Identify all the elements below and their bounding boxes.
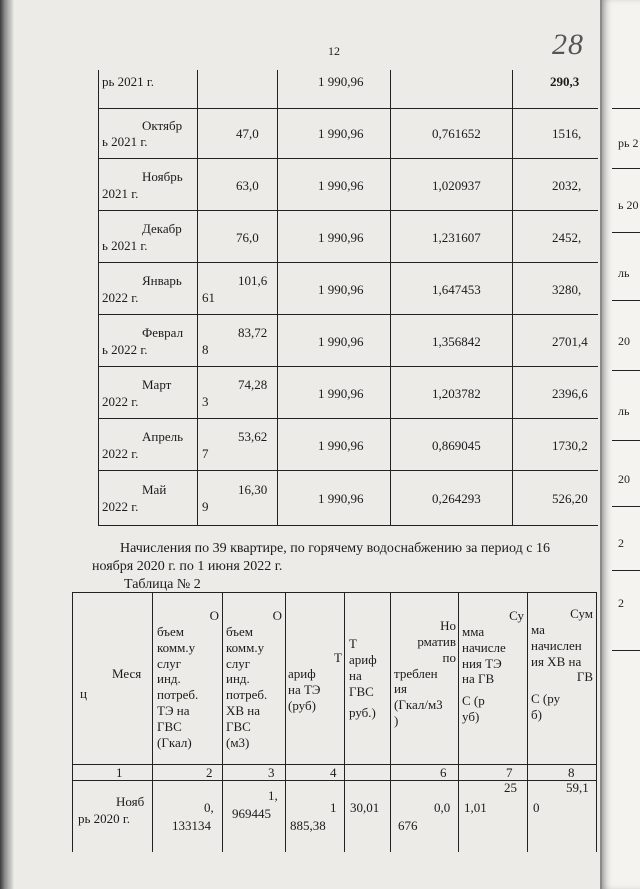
table-cell: 2032, xyxy=(552,178,582,193)
table-cell: 2701,4 xyxy=(552,334,588,349)
table-header: ц xyxy=(80,686,87,701)
table-cell: Май xyxy=(142,482,167,497)
table-cell: 1,647453 xyxy=(432,282,481,297)
table-cell: 1 990,96 xyxy=(318,74,364,89)
table-cell: 1 990,96 xyxy=(318,178,364,193)
table-cell: 0 xyxy=(533,800,540,815)
table-cell: 83,72 xyxy=(238,325,268,340)
table-cell: 16,30 xyxy=(238,482,268,497)
column-number: 6 xyxy=(440,765,447,780)
table-cell: 290,3 xyxy=(550,74,580,89)
table-cell: 61 xyxy=(202,290,215,305)
adjacent-page-text: 2 xyxy=(618,596,624,610)
table-cell: Октябр xyxy=(142,118,183,133)
table-cell: 47,0 xyxy=(236,126,259,141)
table-cell: 63,0 xyxy=(236,178,259,193)
adjacent-page-text: 20 xyxy=(618,472,630,486)
table-cell: 2396,6 xyxy=(552,386,588,401)
table-cell: 526,20 xyxy=(552,491,588,506)
table-cell: 1 990,96 xyxy=(318,386,364,401)
table-cell: 2022 г. xyxy=(102,446,139,461)
table-header: О бъем комм.у слуг инд. потреб. ТЭ на ГВС (Гкал) xyxy=(157,608,219,750)
table-cell: 0,869045 xyxy=(432,438,481,453)
table-cell: 1,356842 xyxy=(432,334,481,349)
table-cell: 0,761652 xyxy=(432,126,481,141)
table-cell: 1 990,96 xyxy=(318,438,364,453)
table-header: Т ариф на ГВС руб.) xyxy=(349,636,377,721)
column-number: 7 xyxy=(506,765,513,780)
table-cell: 1,020937 xyxy=(432,178,481,193)
table-cell: 3280, xyxy=(552,282,582,297)
adjacent-page-text: рь 2 xyxy=(618,136,639,150)
table-cell: ь 2022 г. xyxy=(102,342,148,357)
table-cell: Нояб xyxy=(116,794,145,809)
column-number: 4 xyxy=(330,765,337,780)
table-header: Меся xyxy=(112,666,142,681)
column-number: 2 xyxy=(206,765,213,780)
table-cell: 9 xyxy=(202,499,209,514)
adjacent-page-text: ль xyxy=(618,404,630,418)
column-number: 1 xyxy=(116,765,123,780)
table-cell: 101,6 xyxy=(238,273,268,288)
table-cell: 676 xyxy=(398,818,418,833)
table-cell: Декабр xyxy=(142,221,182,236)
adjacent-page-text: ль xyxy=(618,266,630,280)
table-cell: 2022 г. xyxy=(102,499,139,514)
column-number: 3 xyxy=(268,765,275,780)
table-cell: 969445 xyxy=(232,806,271,821)
table-cell: 59,1 xyxy=(566,780,589,795)
table-cell: 1730,2 xyxy=(552,438,588,453)
section-paragraph: Начисления по 39 квартире, по горячему водоснабжению за период с 16 ноября 2020 г. по 1 июня 2022 г. xyxy=(92,541,550,575)
table-cell: 1 990,96 xyxy=(318,282,364,297)
table-cell: ь 2021 г. xyxy=(102,134,148,149)
table-cell: 1 990,96 xyxy=(318,126,364,141)
adjacent-page-strip xyxy=(600,0,640,889)
table-cell: 0,264293 xyxy=(432,491,481,506)
table-header: Су мма начисле ния ТЭ на ГВ С (р уб) xyxy=(462,608,524,725)
table-cell: 25 xyxy=(504,780,517,795)
page-number: 12 xyxy=(328,44,340,58)
table-cell: 1 xyxy=(330,800,337,815)
table-cell: Феврал xyxy=(142,325,184,340)
table-cell: Ноябрь xyxy=(142,169,183,184)
scan-left-edge xyxy=(0,0,14,889)
table-cell: 2452, xyxy=(552,230,582,245)
table-cell: 1,231607 xyxy=(432,230,481,245)
table-cell: 3 xyxy=(202,394,209,409)
table-cell: рь 2020 г. xyxy=(78,811,131,826)
table-2-title: Таблица № 2 xyxy=(124,577,201,592)
table-cell: 53,62 xyxy=(238,429,268,444)
table-cell: 1 990,96 xyxy=(318,334,364,349)
table-cell: Январь xyxy=(142,273,182,288)
table-cell: 1,01 xyxy=(464,800,487,815)
table-cell: 1,203782 xyxy=(432,386,481,401)
table-cell: 76,0 xyxy=(236,230,259,245)
table-cell: 7 xyxy=(202,446,209,461)
table-cell: 1 990,96 xyxy=(318,491,364,506)
adjacent-page-text: 2 xyxy=(618,536,624,550)
table-cell: 885,38 xyxy=(290,818,326,833)
table-cell: 1 990,96 xyxy=(318,230,364,245)
adjacent-page-text: ь 20 xyxy=(618,198,639,212)
table-cell: 1516, xyxy=(552,126,582,141)
table-cell: 2021 г. xyxy=(102,186,139,201)
table-header: Т ариф на ТЭ (руб) xyxy=(288,650,342,713)
handwritten-page-mark: 28 xyxy=(552,28,584,61)
adjacent-page-text: 20 xyxy=(618,334,630,348)
table-cell: 133134 xyxy=(172,818,211,833)
table-cell: 1, xyxy=(268,788,278,803)
table-cell: 30,01 xyxy=(350,800,380,815)
table-header: О бъем комм.у слуг инд. потреб. ХВ на ГВС (м3) xyxy=(226,608,282,750)
table-cell: 74,28 xyxy=(238,377,268,392)
table-cell: Апрель xyxy=(142,429,184,444)
table-cell: 8 xyxy=(202,342,209,357)
table-cell: 2022 г. xyxy=(102,394,139,409)
table-cell: ь 2021 г. xyxy=(102,238,148,253)
table-cell: рь 2021 г. xyxy=(102,74,155,89)
column-number: 8 xyxy=(568,765,575,780)
table-cell: 2022 г. xyxy=(102,290,139,305)
table-header: Но рматив по треблен ия (Гкал/м3 ) xyxy=(394,618,456,729)
table-cell: 0,0 xyxy=(434,800,451,815)
table-cell: Март xyxy=(142,377,172,392)
table-cell: 0, xyxy=(204,800,214,815)
table-header: Сум ма начислен ия ХВ на ГВ С (ру б) xyxy=(531,606,593,723)
